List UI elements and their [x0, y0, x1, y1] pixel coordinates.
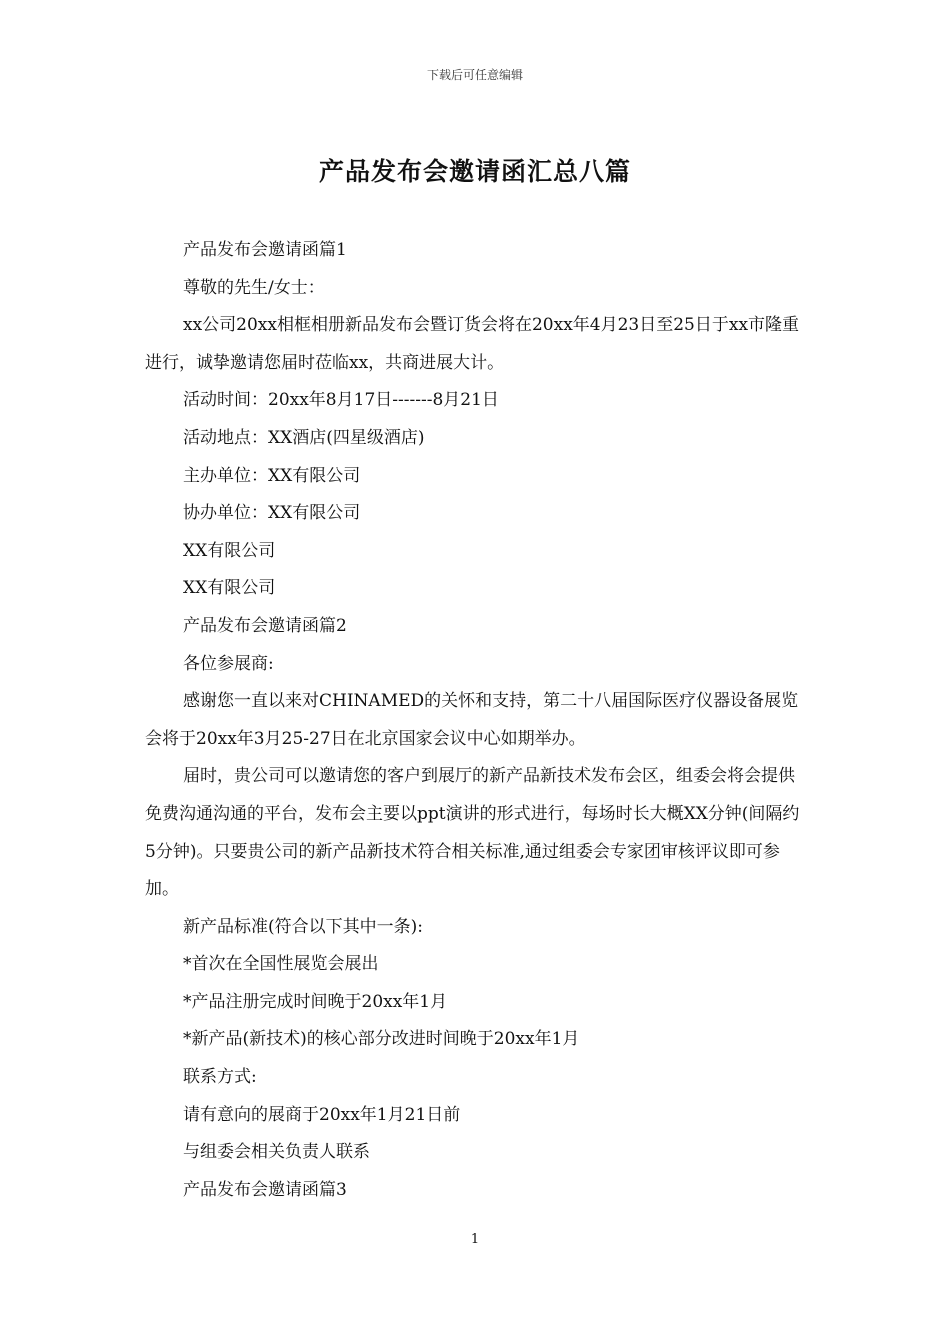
header-note: 下载后可任意编辑 [426, 68, 523, 82]
paragraph: 协办单位：XX有限公司 [183, 503, 361, 524]
paragraph: XX有限公司 [183, 540, 276, 561]
document-body [145, 232, 810, 1209]
paragraph: 请有意向的展商于20xx年1月21日前 [183, 1104, 461, 1125]
paragraph: XX有限公司 [183, 578, 276, 599]
paragraph: 感谢您一直以来对CHINAMED的关怀和支持，第二十八届国际医疗仪器设备展览会将于20xx年3月25-27日在北京国家会议中心如期举办。 [145, 691, 799, 749]
paragraph: 届时，贵公司可以邀请您的客户到展厅的新产品新技术发布会区，组委会将会提供免费沟通沟通的平台，发布会主要以ppt演讲的形式进行，每场时长大概XX分钟(间隔约5分钟)。只要贵公司的新产品新技术符合相关标准,通过组委会专家团审核评议即可参加。 [145, 766, 800, 900]
paragraph: 尊敬的先生/女士： [183, 277, 325, 298]
paragraph: 活动地点：XX酒店(四星级酒店) [183, 427, 425, 448]
paragraph: *首次在全国性展览会展出 [183, 954, 379, 975]
paragraph: *产品注册完成时间晚于20xx年1月 [183, 991, 448, 1012]
paragraph: 主办单位：XX有限公司 [183, 465, 361, 486]
paragraph: 产品发布会邀请函篇2 [183, 615, 347, 636]
paragraph: 活动时间：20xx年8月17日-------8月21日 [183, 390, 499, 411]
paragraph: 产品发布会邀请函篇1 [183, 240, 347, 260]
paragraph: 各位参展商: [183, 653, 274, 674]
paragraph: *新产品(新技术)的核心部分改进时间晚于20xx年1月 [183, 1029, 580, 1050]
document-title: 产品发布会邀请函汇总八篇 [318, 157, 631, 186]
paragraph: 新产品标准(符合以下其中一条): [183, 916, 423, 937]
paragraph: xx公司20xx相框相册新品发布会暨订货会将在20xx年4月23日至25日于xx市隆重进行，诚挚邀请您届时莅临xx，共商进展大计。 [145, 315, 800, 373]
paragraph: 与组委会相关负责人联系 [183, 1142, 370, 1163]
page-number: 1 [470, 1232, 480, 1247]
paragraph: 联系方式: [183, 1067, 257, 1088]
paragraph: 产品发布会邀请函篇3 [183, 1179, 347, 1200]
